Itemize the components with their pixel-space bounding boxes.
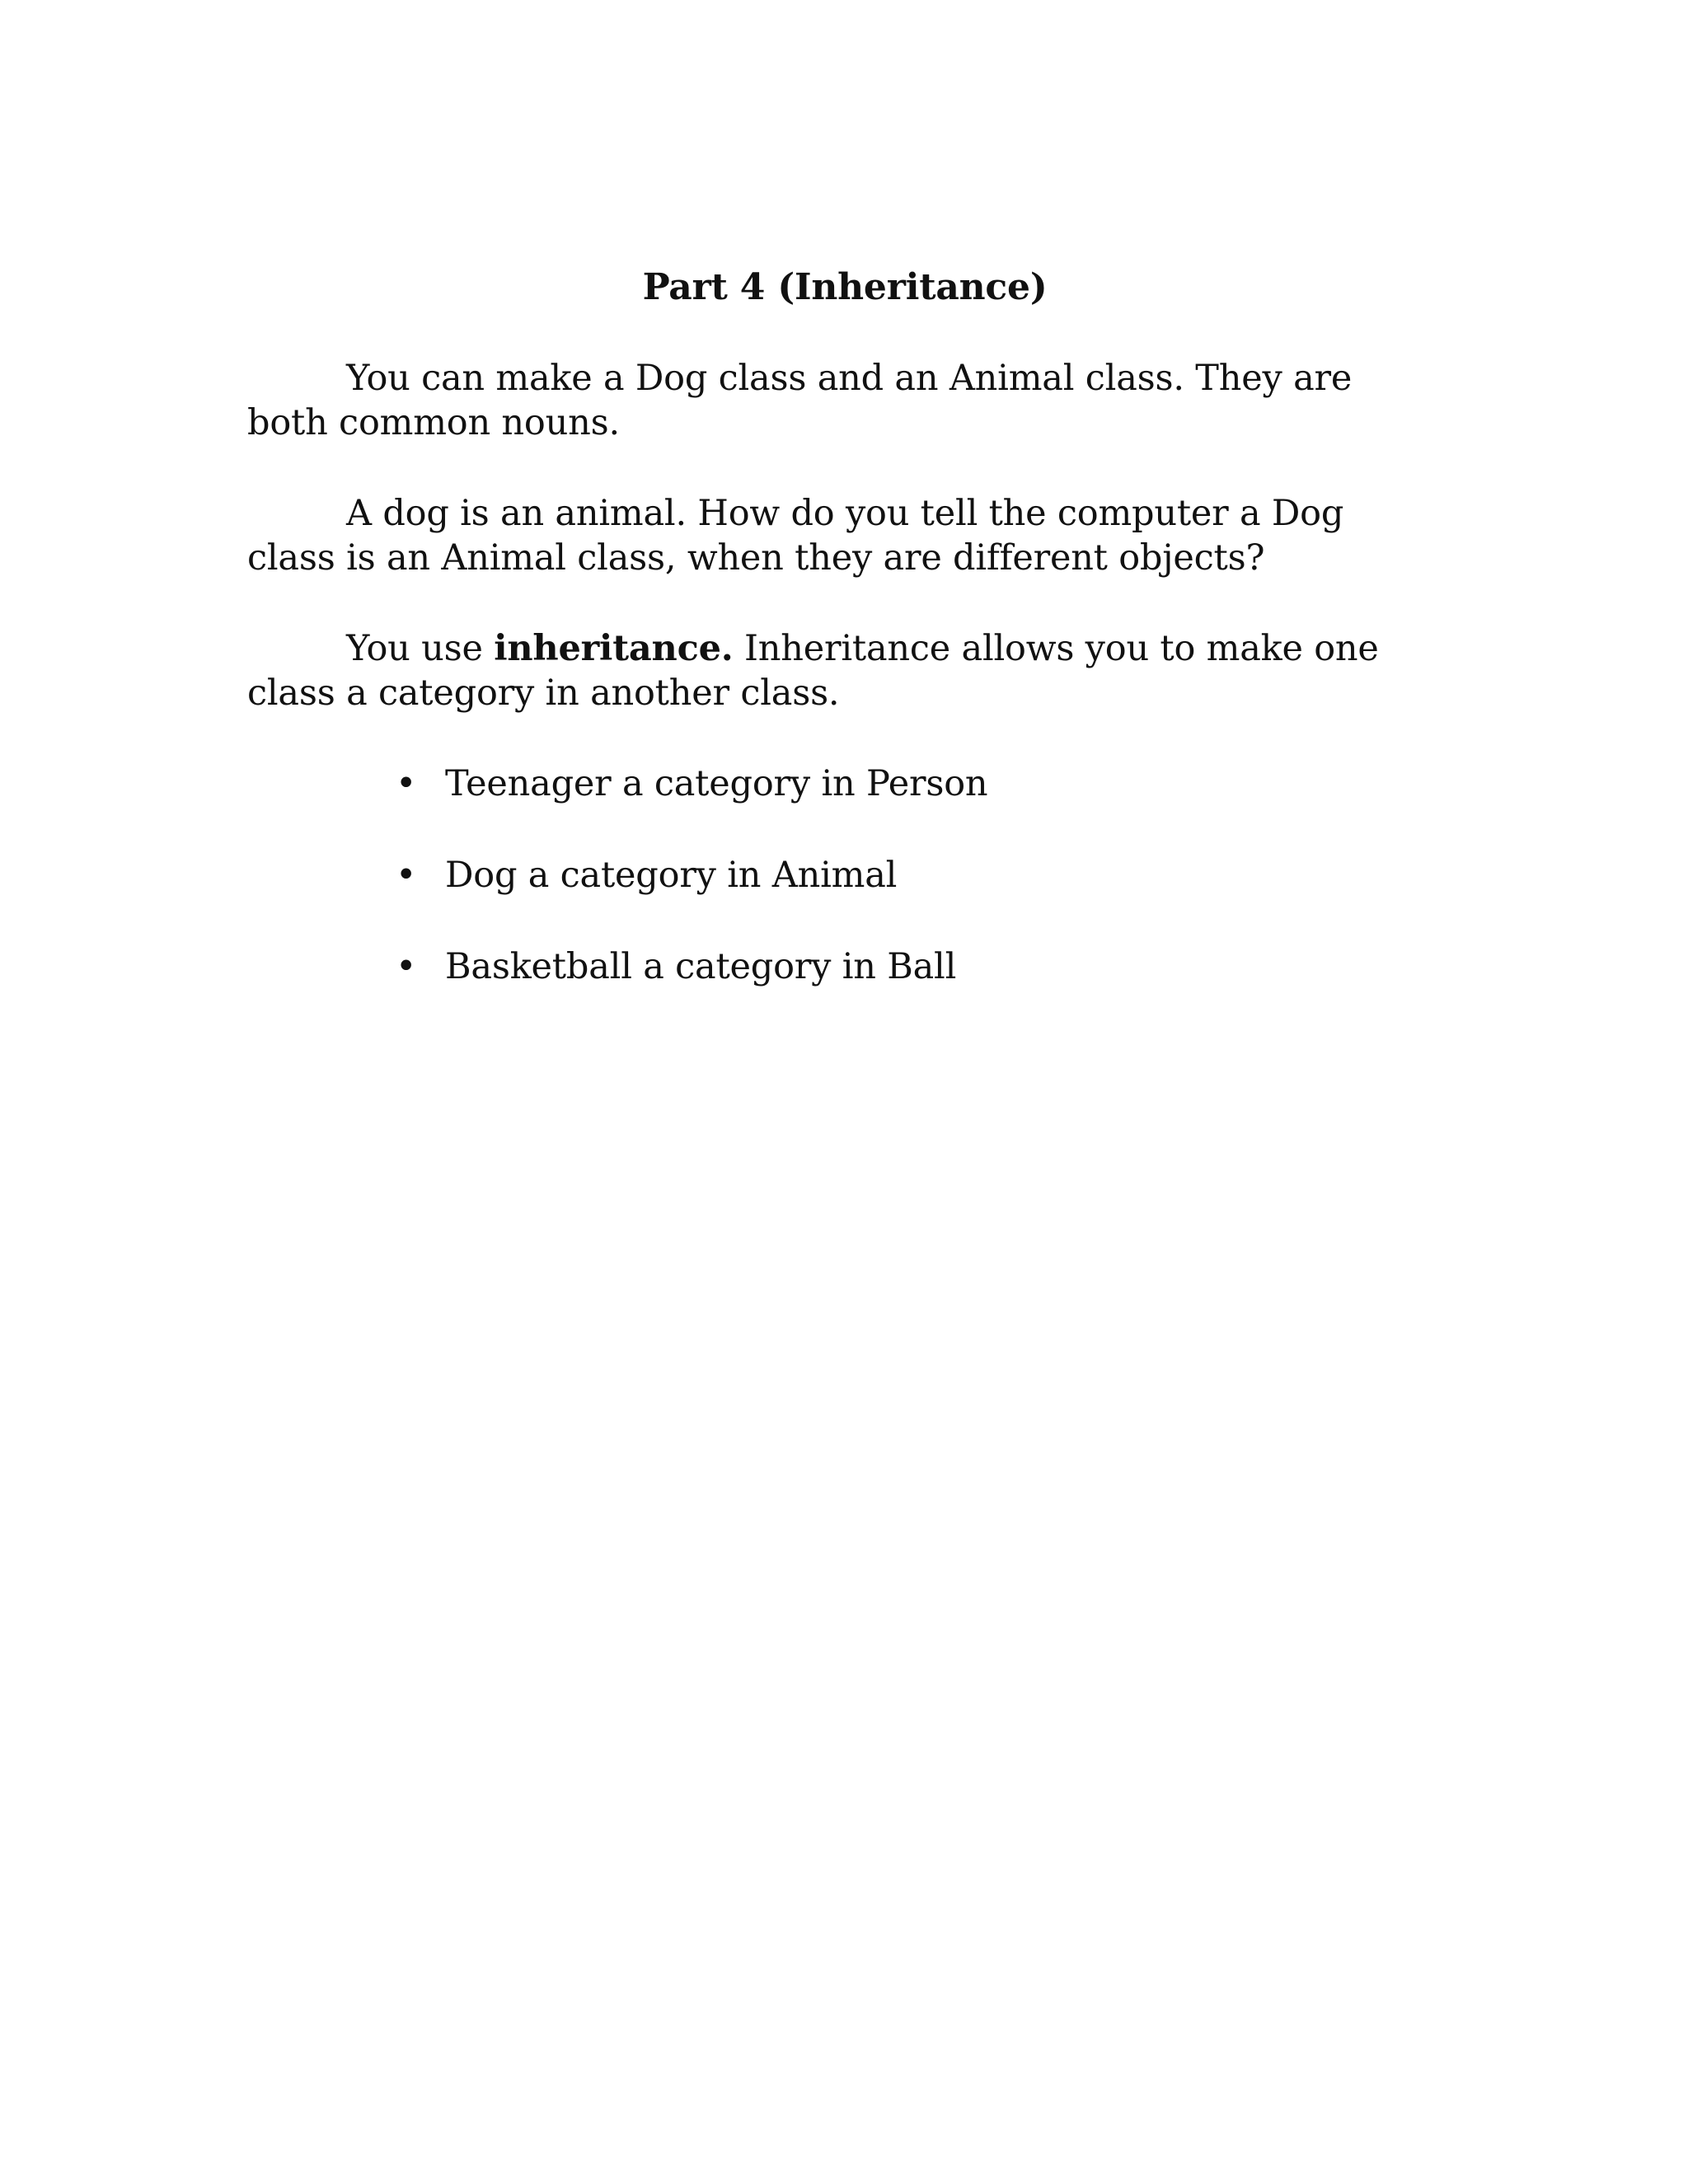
list-item-text: Teenager a category in Person: [445, 763, 988, 804]
bullet-icon: •: [396, 946, 417, 987]
inheritance-term: inheritance.: [494, 628, 734, 669]
page-title: Part 4 (Inheritance): [642, 266, 1048, 308]
list-item: [247, 762, 1442, 806]
list-item: [247, 944, 1442, 989]
paragraph-dog-is-animal: A dog is an animal. How do you tell the computer a Dog class is an Animal class, when they are different objects?: [247, 493, 1344, 579]
category-list: [247, 762, 1442, 989]
document-content: [247, 265, 1442, 1036]
list-item-text: Basketball a category in Ball: [445, 946, 957, 987]
bullet-icon: •: [396, 855, 417, 896]
bullet-icon: •: [396, 763, 417, 804]
list-item: [247, 853, 1442, 898]
paragraph-inheritance-before: You use: [346, 628, 495, 669]
paragraph-inheritance: [247, 626, 1442, 715]
paragraph-inheritance-after: Inheritance allows you to make one class a category in another class.: [247, 628, 1379, 714]
paragraph-dog-animal-classes: You can make a Dog class and an Animal class. They are both common nouns.: [247, 358, 1353, 443]
list-item-text: Dog a category in Animal: [445, 855, 898, 896]
